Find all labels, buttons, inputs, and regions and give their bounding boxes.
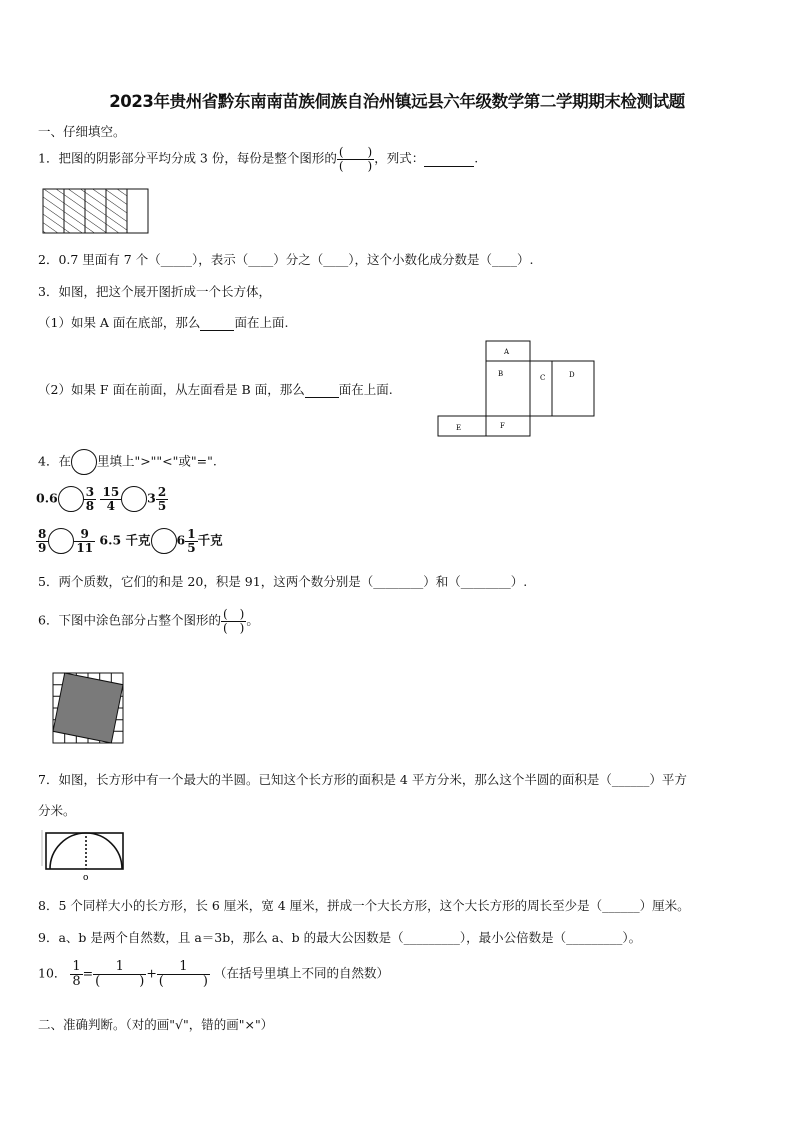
question-2: 2．0.7 里面有 7 个（_____），表示（____）分之（____），这个小数化成分数是（____）.	[38, 252, 534, 267]
question-7-line-1: 7．如图，长方形中有一个最大的半圆。已知这个长方形的面积是 4 平方分米，那么这个半圆的面积是（______）平方	[38, 772, 687, 787]
section-heading-2: 二、准确判断。（对的画"√"，错的画"×"）	[38, 1017, 274, 1032]
q4-r2-circle-2[interactable]	[151, 528, 177, 554]
q4-number: 4．在	[38, 453, 71, 469]
q10-t1-den: ( )	[95, 973, 145, 989]
net-label-b: B	[498, 370, 504, 378]
q10-t2-den: ( )	[158, 973, 208, 989]
q4-r2-circle-1[interactable]	[48, 528, 74, 554]
section-heading-1: 一、仔细填空。	[38, 124, 126, 139]
q4-r2-d-den: 5	[187, 540, 196, 555]
q4-r2-d-unit: 千克	[197, 532, 223, 548]
q3-p1-text: （1）如果 A 面在底部，那么	[38, 315, 201, 330]
q7-center-mark: o	[83, 873, 89, 882]
q4-r2-d-num: 1	[187, 527, 196, 541]
q10-lhs-num: 1	[72, 959, 81, 974]
q10-term-2-blank[interactable]	[157, 960, 210, 988]
q4-comparison-row-2	[36, 528, 223, 554]
q4-r2-f2-den: 11	[76, 540, 94, 555]
question-10	[38, 960, 389, 988]
question-7-line-2: 分米。	[38, 803, 76, 818]
q4-r1-f1-den: 8	[85, 498, 95, 513]
q6-frac-den: ( )	[222, 620, 245, 635]
cuboid-net-diagram	[436, 340, 596, 438]
question-6	[38, 608, 259, 634]
page-title: 2023年贵州省黔东南南苗族侗族自治州镇远县六年级数学第二学期期末检测试题	[109, 92, 685, 111]
q3-p2-blank[interactable]	[305, 382, 339, 398]
q4-r2-value-c: 6.5 千克	[99, 532, 151, 548]
q10-t1-num: 1	[93, 960, 146, 975]
q6-grid-square-figure	[52, 672, 126, 746]
q3-p1-tail: 面在上面.	[234, 315, 289, 330]
q4-r1-f2-den: 4	[106, 498, 115, 513]
question-9: 9．a、b 是两个自然数，且 a＝3b，那么 a、b 的最大公因数是（_________），最小公倍数是（_________）。	[38, 930, 642, 945]
q1-text: 把图的阴影部分平均分成 3 份，每份是整个图形的	[58, 150, 337, 166]
q6-shaded-tilted-square	[53, 673, 123, 743]
q1-number: 1．	[38, 150, 59, 166]
q4-r1-circle-2[interactable]	[121, 486, 147, 512]
q10-lhs-den: 8	[72, 973, 81, 989]
q4-r2-f1-num: 8	[38, 527, 47, 541]
q4-r2-f1-den: 9	[38, 540, 47, 555]
q4-r1-circle-1[interactable]	[58, 486, 84, 512]
q6-end: 。	[246, 612, 259, 628]
q7-rectangle-semicircle-figure	[38, 828, 128, 882]
q3-p2-text: （2）如果 F 面在前面，从左面看是 B 面，那么	[38, 382, 305, 397]
q4-text: 里填上">""<"或"=".	[96, 453, 217, 469]
question-8: 8．5 个同样大小的长方形，长 6 厘米，宽 4 厘米，拼成一个大长方形，这个大长方形的周长至少是（______）厘米。	[38, 898, 690, 913]
net-label-d: D	[569, 371, 575, 379]
q10-equals: =	[82, 965, 94, 981]
net-label-e: E	[456, 424, 462, 432]
net-label-f: F	[500, 422, 505, 430]
q1-tail: ，列式：	[374, 150, 425, 166]
q1-frac-den: ( )	[338, 158, 373, 173]
q1-frac-num: ( )	[338, 145, 373, 159]
question-3-part-1	[38, 313, 288, 331]
q10-term-1-blank[interactable]	[93, 960, 146, 988]
q1-end: .	[474, 150, 479, 166]
q4-r1-f1-num: 3	[85, 485, 95, 499]
net-label-c: C	[540, 374, 546, 382]
q6-text: 6．下图中涂色部分占整个图形的	[38, 612, 221, 628]
q4-r2-d-int: 6	[176, 532, 186, 548]
q4-r1-b-den: 5	[157, 498, 167, 513]
q4-r1-f2-num: 15	[102, 485, 120, 499]
q4-r1-value-a: 0.6	[36, 490, 58, 506]
q1-answer-blank[interactable]	[424, 151, 474, 167]
question-1	[38, 146, 478, 172]
net-label-a: A	[504, 348, 510, 356]
q4-r2-f2-num: 9	[74, 528, 95, 542]
q6-frac-num: ( )	[222, 607, 245, 621]
question-3-part-2	[38, 380, 393, 398]
q3-p2-tail: 面在上面.	[338, 382, 393, 397]
q4-comparison-row-1	[36, 486, 168, 512]
question-4	[38, 449, 217, 475]
q4-r1-b-int: 3	[147, 490, 156, 506]
q6-fraction-blank[interactable]	[221, 608, 246, 634]
question-3-stem: 3．如图，把这个展开图折成一个长方体，	[38, 284, 271, 299]
q3-p1-blank[interactable]	[200, 315, 234, 331]
q1-fraction-blank[interactable]	[337, 146, 374, 172]
question-5: 5．两个质数，它们的和是 20，积是 91，这两个数分别是（________）和（________）.	[38, 574, 528, 589]
q1-striped-rectangle-figure	[42, 188, 150, 234]
q10-number: 10．	[38, 965, 67, 981]
q10-t2-num: 1	[157, 960, 210, 975]
q10-plus: +	[146, 965, 157, 981]
q4-r1-b-num: 2	[157, 485, 167, 499]
q4-sample-circle	[71, 449, 97, 475]
q10-note: （在括号里填上不同的自然数）	[213, 965, 389, 981]
